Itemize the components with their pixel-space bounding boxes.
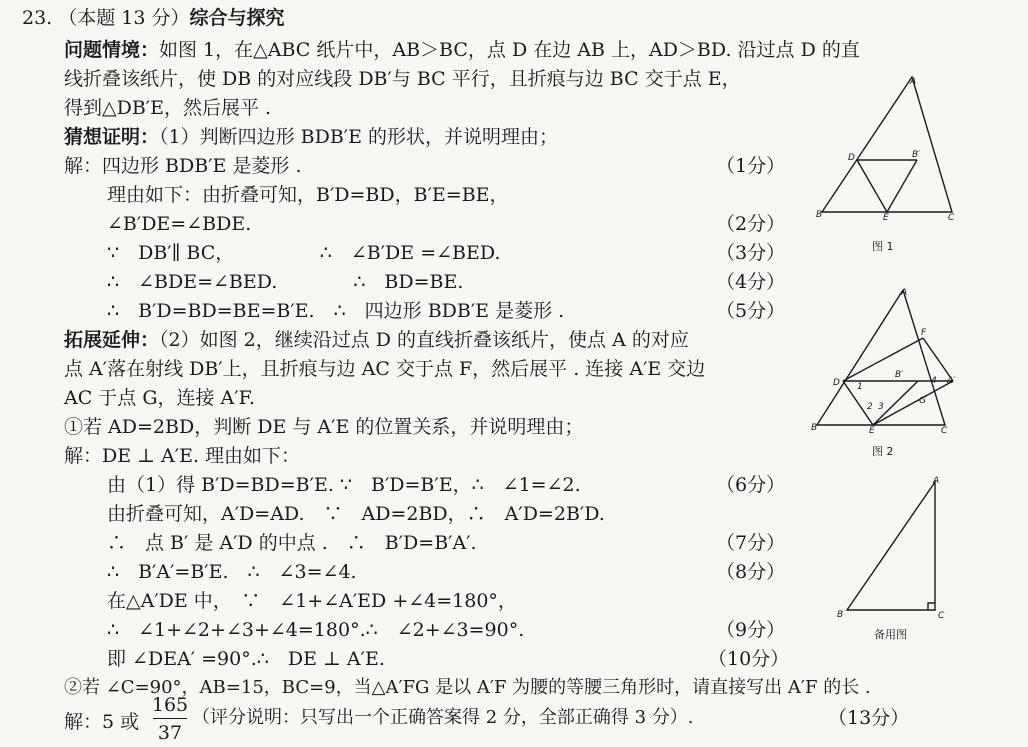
fraction-bar <box>153 718 187 719</box>
fig2-label-1: 1 <box>857 382 863 392</box>
fig2-segment-ae <box>873 381 953 425</box>
part1-solution-1: 解：四边形 BDB′E 是菱形 . <box>64 155 302 177</box>
part2-sub1: ①若 AD=2BD，判断 DE 与 A′E 的位置关系，并说明理由； <box>64 416 584 438</box>
fig2-label-c: C <box>941 426 948 435</box>
part1-solution-5: ∴ ∠BDE=∠BED. ∴ BD=BE. <box>107 271 464 293</box>
fig2-segment-af <box>923 338 953 381</box>
fig2-label-g: G <box>919 396 926 406</box>
fig2-label-2: 2 <box>867 402 873 412</box>
fig1-label-b: B <box>816 210 823 220</box>
part2-sub2: ②若 ∠C=90°，AB=15，BC=9，当△A′FG 是以 A′F 为腰的等腰三角形时，请直接写出 A′F 的长 . <box>64 677 871 698</box>
reserve-label-b: B <box>837 610 844 620</box>
score-10: （10分） <box>708 648 790 670</box>
fig2-label-d: D <box>833 378 840 388</box>
fig2-label-e: E <box>869 426 875 435</box>
part2-label: 拓展延伸： <box>64 329 160 351</box>
answer-note: （评分说明：只写出一个正确答案得 2 分，全部正确得 3 分）. <box>192 707 694 728</box>
fig1-triangle-abc <box>822 77 952 212</box>
problem-title <box>22 6 285 30</box>
score-6: （6分） <box>716 474 786 496</box>
part2-solution-1: 解：DE ⊥ A′E. 理由如下： <box>64 445 301 467</box>
part1-solution-6: ∴ B′D=BD=BE=B′E. ∴ 四边形 BDB′E 是菱形 . <box>107 300 565 322</box>
fig2-label-b: B <box>811 423 818 433</box>
answer-score: （13分） <box>828 707 910 729</box>
part1-solution-2: 理由如下：由折叠可知，B′D=BD，B′E=BE， <box>107 184 509 206</box>
fig3-caption: 备用图 <box>874 628 907 641</box>
context-line-2: 线折叠该纸片，使 DB 的对应线段 DB′与 BC 平行，且折痕与边 BC 交于点 E， <box>64 68 741 90</box>
reserve-label-a: A <box>933 476 940 486</box>
part2-solution-7: ∴ ∠1+∠2+∠3+∠4=180°.∴ ∠2+∠3=90°. <box>107 619 525 641</box>
score-3: （3分） <box>716 242 786 264</box>
problem-number: 23. <box>22 7 53 29</box>
fig2-label-f: F <box>921 328 927 338</box>
answer-denominator: 37 <box>157 722 183 744</box>
score-8: （8分） <box>716 561 786 583</box>
part2-solution-3: 由折叠可知，A′D=AD. ∵ AD=2BD，∴ A′D=2B′D. <box>107 503 605 525</box>
fig1-label-d: D <box>848 153 855 163</box>
figure-2 <box>805 285 965 435</box>
part1-solution-4: ∵ DB′∥ BC， ∴ ∠B′DE =∠BED. <box>107 242 501 264</box>
problem-topic: 综合与探究 <box>189 7 285 29</box>
part1-solution-3: ∠B′DE=∠BDE. <box>107 213 252 235</box>
fig2-label-ap: A′ <box>947 376 956 386</box>
problem-points: （本题 13 分） <box>58 7 190 29</box>
reserve-label-c: C <box>938 611 945 621</box>
fig1-label-c: C <box>948 213 955 222</box>
score-9: （9分） <box>716 619 786 641</box>
fig2-crease-df <box>843 338 923 381</box>
answer-numerator: 165 <box>151 694 189 716</box>
part2-solution-5: ∴ B′A′=B′E. ∴ ∠3=∠4. <box>107 561 357 583</box>
part2-solution-6: 在△A′DE 中， ∵ ∠1+∠A′ED +∠4=180°， <box>107 590 517 612</box>
answer-prefix: 解：5 或 <box>64 711 140 733</box>
part2-question-3: AC 于点 G，连接 A′F. <box>64 387 255 409</box>
score-2: （2分） <box>716 213 786 235</box>
fig2-label-4: 4 <box>931 376 937 386</box>
score-1: （1分） <box>716 155 786 177</box>
part2-solution-4: ∴ 点 B′ 是 A′D 的中点 . ∴ B′D=B′A′. <box>107 532 477 554</box>
fig1-caption: 图 1 <box>872 240 894 253</box>
fig1-fold-lines <box>857 160 917 212</box>
figure-1 <box>812 72 962 222</box>
score-4: （4分） <box>716 271 786 293</box>
fig2-label-a: A <box>901 288 908 298</box>
context-line-1: 问题情境：如图 1，在△ABC 纸片中，AB＞BC，点 D 在边 AB 上，AD＞BD. 沿过点 D 的直 <box>64 39 860 61</box>
context-line-3: 得到△DB′E，然后展平 . <box>64 97 272 119</box>
context-label: 问题情境： <box>64 39 160 61</box>
fig2-caption: 图 2 <box>872 445 894 458</box>
figure-reserve <box>835 472 955 622</box>
reserve-triangle <box>847 482 935 610</box>
fig1-label-a: A <box>910 77 917 87</box>
fig1-label-bp: B′ <box>912 150 921 160</box>
fig2-label-bp: B′ <box>895 370 904 380</box>
score-5: （5分） <box>716 300 786 322</box>
fig2-label-3: 3 <box>878 402 884 412</box>
part2-solution-8: 即 ∠DEA′ =90°.∴ DE ⊥ A′E. <box>107 648 385 670</box>
part2-solution-2: 由（1）得 B′D=BD=B′E. ∵ B′D=B′E，∴ ∠1=∠2. <box>107 474 581 496</box>
part2-question-1: 拓展延伸：（2）如图 2，继续沿过点 D 的直线折叠该纸片，使点 A 的对应 <box>64 329 689 351</box>
right-angle-mark <box>928 603 935 610</box>
score-7: （7分） <box>716 532 786 554</box>
part1-label: 猜想证明： <box>64 126 160 148</box>
part1-question: 猜想证明：（1）判断四边形 BDB′E 的形状，并说明理由； <box>64 126 559 148</box>
fig1-label-e: E <box>883 213 889 222</box>
part2-question-2: 点 A′落在射线 DB′上，且折痕与边 AC 交于点 F，然后展平 . 连接 A′E 交边 <box>64 358 706 380</box>
